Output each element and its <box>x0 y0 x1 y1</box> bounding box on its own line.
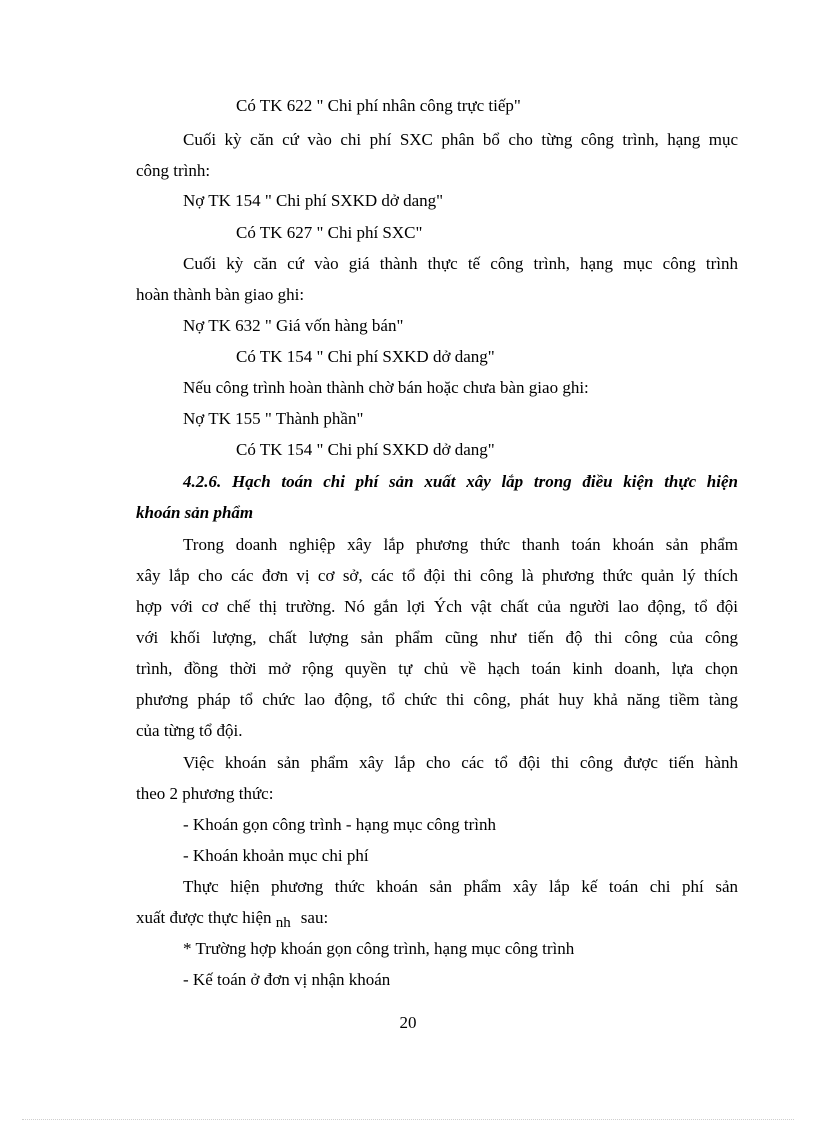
text-run: xuất được thực hiện <box>136 908 276 927</box>
text-line: Có TK 627 " Chi phí SXC" <box>236 223 423 242</box>
text-run: sau: <box>300 908 329 927</box>
text-line: * Trường hợp khoán gọn công trình, hạng mục công trình <box>183 939 575 958</box>
page-edge-divider <box>22 1119 794 1120</box>
text-line: Nợ TK 632 " Giá vốn hàng bán" <box>183 316 404 335</box>
text-run-small: nh <box>275 915 291 931</box>
text-line: Cuối kỳ căn cứ vào chi phí SXC phân bổ cho từng công trình, hạng mục <box>183 130 738 149</box>
text-line: Có TK 622 " Chi phí nhân công trực tiếp" <box>236 96 521 115</box>
section-heading: khoán sản phẩm <box>136 503 254 522</box>
paragraph-line: phương pháp tổ chức lao động, tổ chức thi công, phát huy khả năng tiềm tàng <box>136 690 738 709</box>
bullet-item: - Khoán khoản mục chi phí <box>183 846 369 865</box>
paragraph-line: hợp với cơ chế thị trường. Nó gắn lợi Ých vật chất của người lao động, tổ đội <box>136 597 738 616</box>
text-line: - Kế toán ở đơn vị nhận khoán <box>183 970 391 989</box>
paragraph-line: trình, đồng thời mở rộng quyền tự chủ về hạch toán kinh doanh, lựa chọn <box>136 659 738 678</box>
paragraph-line: xây lắp cho các đơn vị cơ sở, các tổ đội thi công là phương thức quản lý thích <box>136 566 738 585</box>
text-line: Nếu công trình hoàn thành chờ bán hoặc chưa bàn giao ghi: <box>183 378 589 397</box>
text-line: công trình: <box>136 161 211 180</box>
paragraph-line: theo 2 phương thức: <box>136 784 274 803</box>
text-line: Cuối kỳ căn cứ vào giá thành thực tế công trình, hạng mục công trình <box>183 254 738 273</box>
paragraph-line: Trong doanh nghiệp xây lắp phương thức thanh toán khoán sản phẩm <box>183 535 738 554</box>
text-line: Có TK 154 " Chi phí SXKD dở dang" <box>236 440 495 459</box>
paragraph-line: với khối lượng, chất lượng sản phẩm cũng như tiến độ thi công của công <box>136 628 738 647</box>
text-line: Có TK 154 " Chi phí SXKD dở dang" <box>236 347 495 366</box>
paragraph-line <box>136 908 328 929</box>
text-line: hoàn thành bàn giao ghi: <box>136 285 305 304</box>
paragraph-line: Việc khoán sản phẩm xây lắp cho các tổ đội thi công được tiến hành <box>183 753 738 772</box>
paragraph-line: của từng tổ đội. <box>136 721 243 740</box>
text-line: Nợ TK 155 " Thành phần" <box>183 409 364 428</box>
page-number: 20 <box>399 1013 417 1032</box>
paragraph-line: Thực hiện phương thức khoán sản phẩm xây lắp kế toán chi phí sản <box>183 877 738 896</box>
section-heading: 4.2.6. Hạch toán chi phí sản xuất xây lắp trong điều kiện thực hiện <box>183 472 738 491</box>
text-line: Nợ TK 154 " Chi phí SXKD dở dang" <box>183 191 444 210</box>
bullet-item: - Khoán gọn công trình - hạng mục công trình <box>183 815 497 834</box>
